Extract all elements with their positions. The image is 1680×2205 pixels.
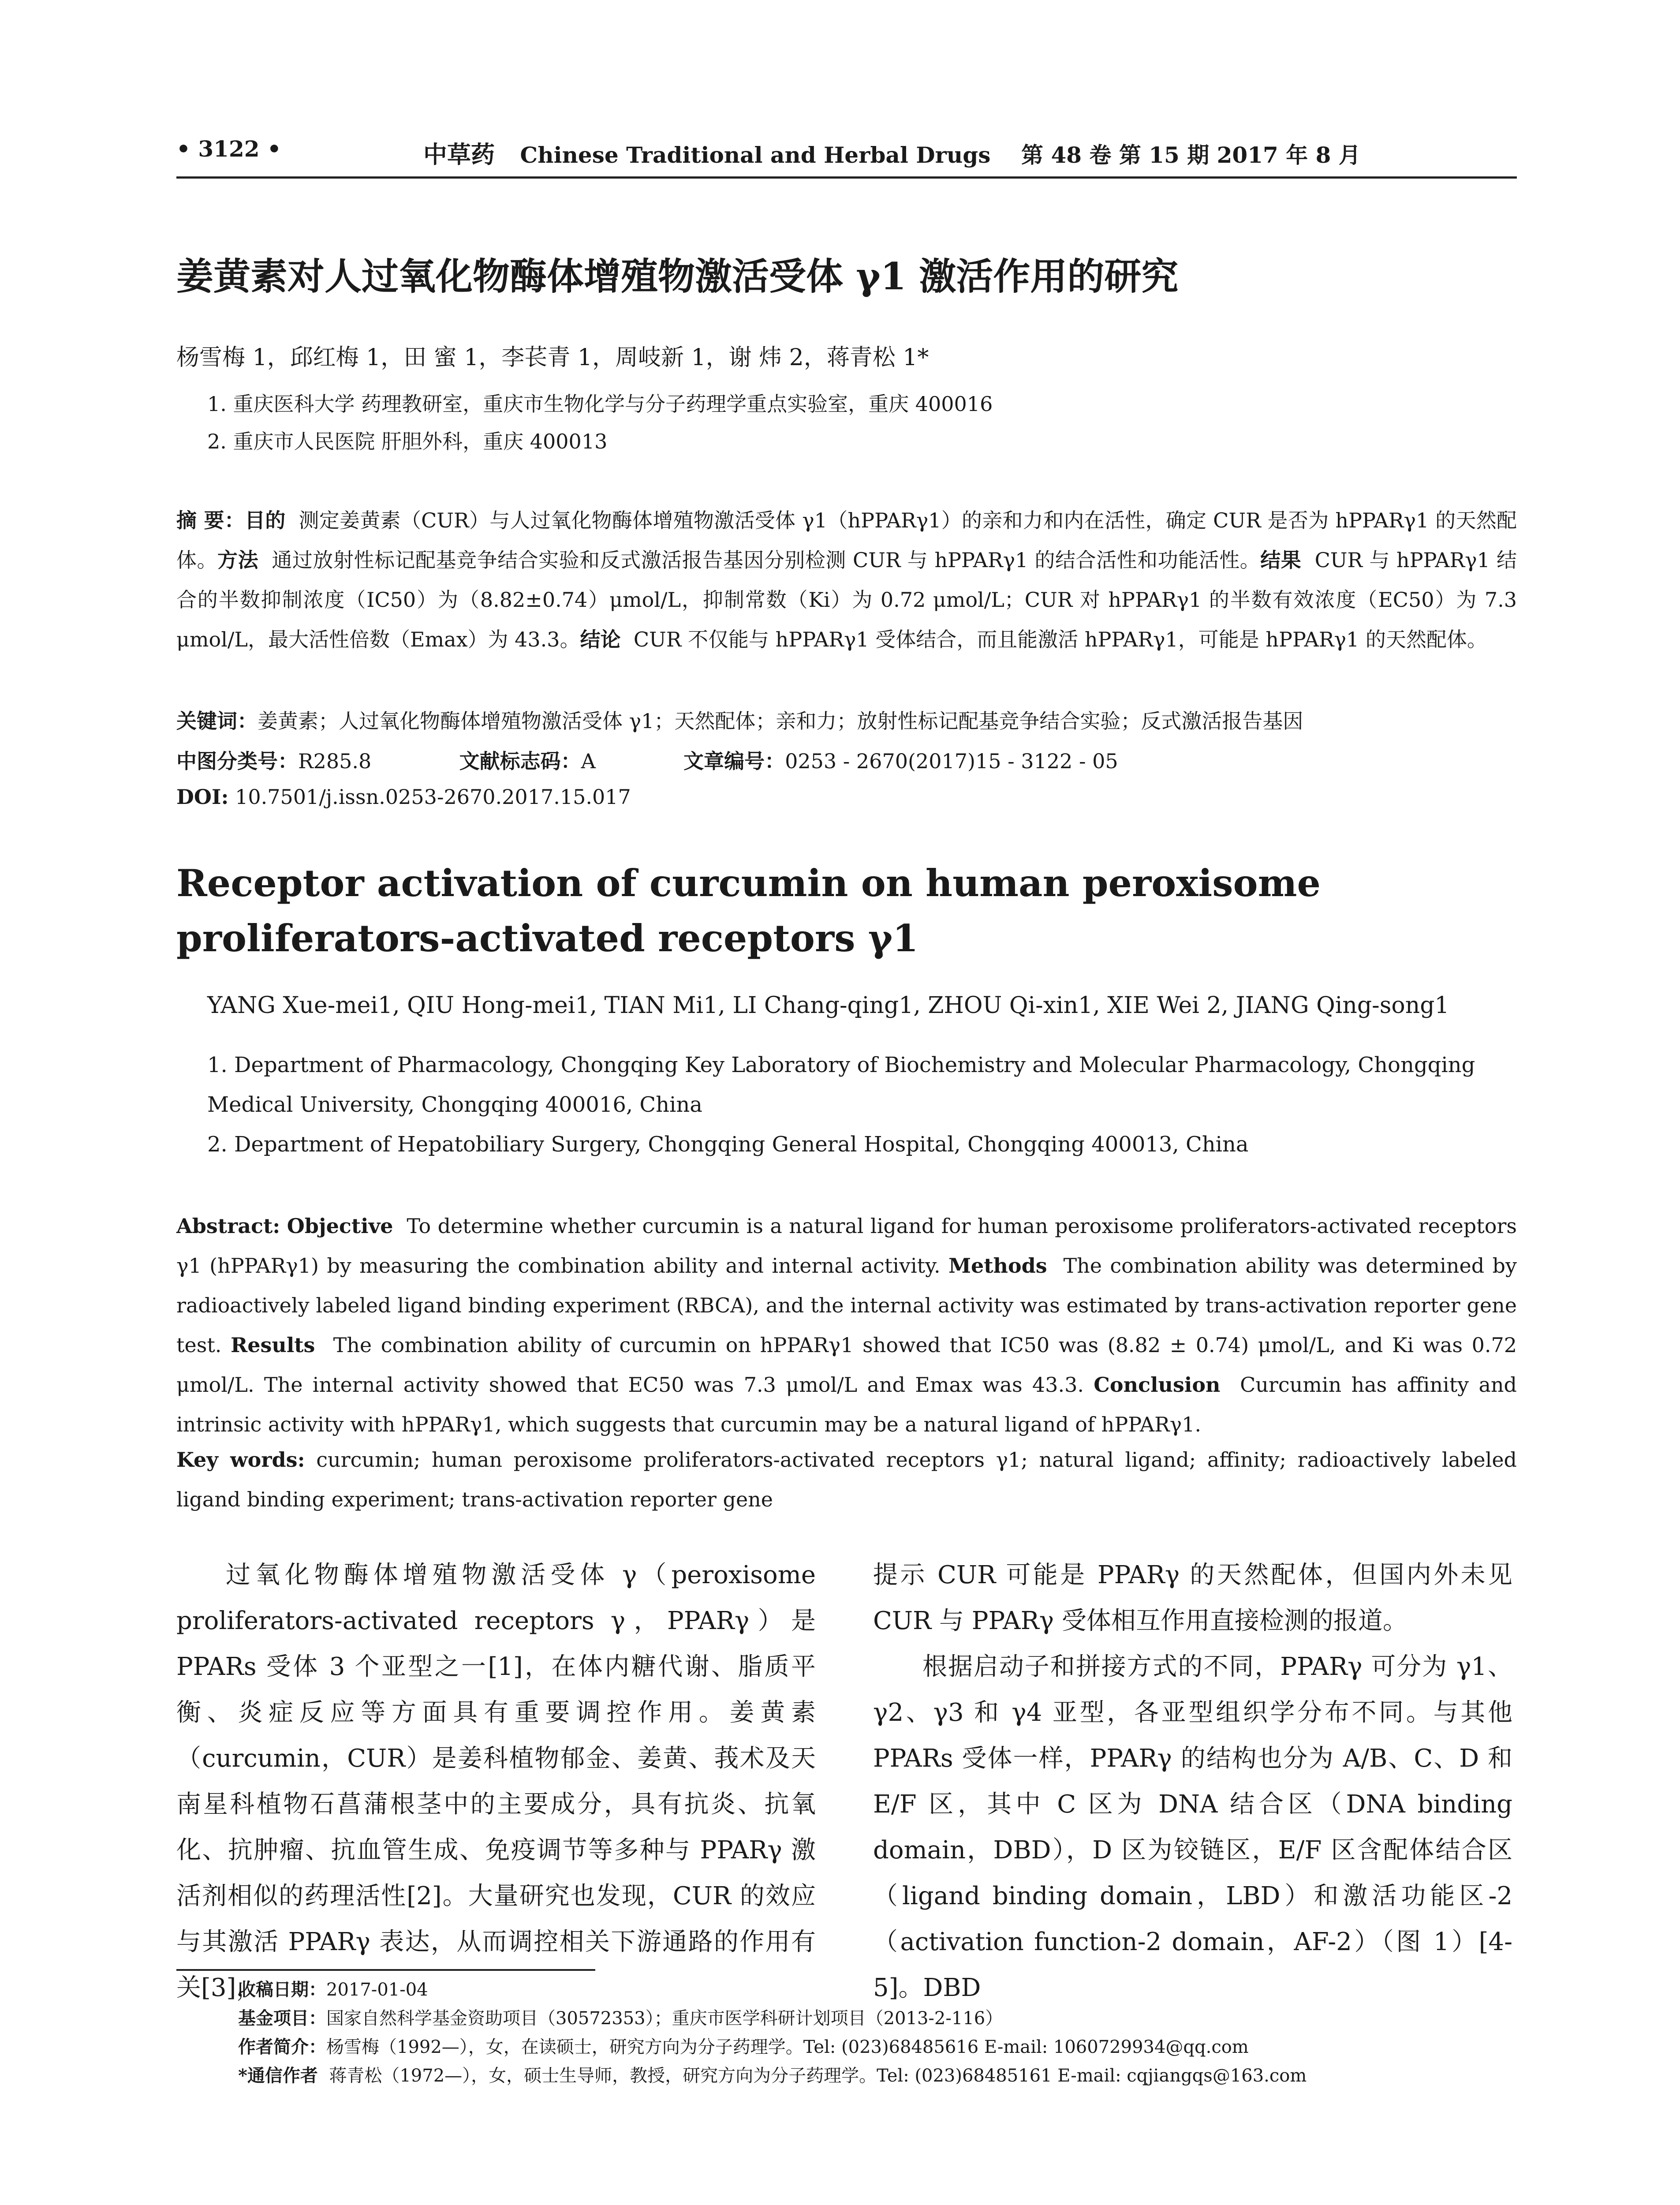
abstract-en-results: The combination ability of curcumin on hPPARγ1 showed that IC50 was (8.82 ± 0.74) μmol/L, and Ki was 0.72 μmol/L. The internal activity showed that EC50 was 7.3 μmol/L and Emax was 43.3. [176,1333,1517,1397]
abstract-en-conclusion: Curcumin has affinity and intrinsic activity with hPPARγ1, which suggests that curcumin may be a natural ligand of hPPARγ1. [176,1373,1517,1436]
title-en: Receptor activation of curcumin on human peroxisome proliferators-activated receptors γ1 [176,861,1321,960]
running-header [176,132,1517,168]
clc-value: R285.8 [298,749,372,773]
doi-value: 10.7501/j.issn.0253-2670.2017.15.017 [235,785,631,809]
doi-label: DOI: [176,785,229,809]
abstract-cn-methods-label: 方法 [217,548,259,572]
authors-en: YANG Xue-mei1, QIU Hong-mei1, TIAN Mi1, LI Chang-qing1, ZHOU Qi-xin1, XIE Wei 2, JIANG Qing-song1 [207,992,1449,1019]
abstract-cn-label: 摘 要： [176,508,245,532]
keywords-cn-text: 姜黄素；人过氧化物酶体增殖物激活受体 γ1；天然配体；亲和力；放射性标记配基竞争结合实验；反式激活报告基因 [258,709,1303,733]
body-paragraph-2: 提示 CUR 可能是 PPARγ 的天然配体，但国内外未见 CUR 与 PPARγ 受体相互作用直接检测的报道。 [873,1561,1512,1635]
affiliation-en-1: 1. Department of Pharmacology, Chongqing Key Laboratory of Biochemistry and Molecular Pharmacology, Chongqing Medical University, Chongqing 400016, China [207,1053,1475,1117]
doc-code-label: 文献标志码： [459,749,581,773]
journal-name [423,136,1361,170]
title-cn: 姜黄素对人过氧化物酶体增殖物激活受体 γ1 激活作用的研究 [176,254,1179,298]
abstract-cn-results: CUR 与 hPPARγ1 结合的半数抑制浓度（IC50）为（8.82±0.74）μmol/L，抑制常数（Ki）为 0.72 μmol/L；CUR 对 hPPARγ1 的半数有效浓度（EC50）为 7.3 μmol/L，最大活性倍数（Emax）为 43.3。 [176,548,1517,651]
clc-label: 中图分类号： [176,749,298,773]
page-number: • 3122 • [176,136,281,162]
abstract-cn-conclusion-label: 结论 [580,628,621,651]
footnote-funding-label: 基金项目： [238,2008,326,2029]
affiliation-cn-1: 1. 重庆医科大学 药理教研室，重庆市生物化学与分子药理学重点实验室，重庆 400016 [207,392,993,416]
abstract-en-objective-label: Objective [287,1214,393,1238]
footnote-corresponding-text: 蒋青松（1972—），女，硕士生导师，教授，研究方向为分子药理学。Tel: (023)68485161 E-mail: cqjiangqs@163.com [329,2066,1307,2086]
doi-line [176,785,631,809]
journal-name-en: Chinese Traditional and Herbal Drugs [520,142,991,168]
body-paragraph-3: 根据启动子和拼接方式的不同，PPARγ 可分为 γ1、γ2、γ3 和 γ4 亚型，各亚型组织学分布不同。与其他 PPARs 受体一样，PPARγ 的结构也分为 A/B、C、D 和 E/F 区，其中 C 区为 DNA 结合区（DNA binding domain，DBD），D 区为铰链区，E/F 区含配体结合区（ligand binding domain，LBD）和激活功能区-2（activation function-2 domain，AF-2）（图 1）[4-5]。DBD [873,1652,1512,2002]
journal-name-cn: 中草药 [423,140,495,168]
keywords-en [176,1440,1517,1519]
abstract-en-label: Abstract: [176,1214,280,1238]
abstract-en [176,1206,1517,1444]
abstract-en-methods-label: Methods [948,1254,1047,1278]
footnote-author-label: 作者简介： [238,2037,326,2057]
keywords-en-text: curcumin; human peroxisome proliferators-activated receptors γ1; natural ligand; affinity; radioactively labeled ligand binding experiment; trans-activation reporter gene [176,1448,1517,1511]
header-rule [176,176,1517,179]
footnote-received-text: 2017-01-04 [326,1980,428,2000]
article-no-label: 文章编号： [683,749,785,773]
footnote-author [238,2033,1249,2058]
doc-code-value: A [581,749,596,773]
footnote-funding-text: 国家自然科学基金资助项目（30572353）；重庆市医学科研计划项目（2013-2-116） [326,2008,1003,2029]
footnote-received-label: 收稿日期： [238,1979,326,2000]
article-no-value: 0253 - 2670(2017)15 - 3122 - 05 [785,749,1118,773]
abstract-cn-conclusion: CUR 不仅能与 hPPARγ1 受体结合，而且能激活 hPPARγ1，可能是 hPPARγ1 的天然配体。 [633,628,1487,651]
abstract-cn-methods: 通过放射性标记配基竞争结合实验和反式激活报告基因分别检测 CUR 与 hPPARγ1 的结合活性和功能活性。 [272,548,1261,572]
affiliation-en-2: 2. Department of Hepatobiliary Surgery, Chongqing General Hospital, Chongqing 400013, China [207,1132,1249,1157]
abstract-cn-objective-label: 目的 [245,508,286,532]
authors-cn: 杨雪梅 1，邱红梅 1，田 蜜 1，李苌青 1，周岐新 1，谢 炜 2，蒋青松 1* [176,344,929,371]
body-column-right [873,1552,1512,2011]
affiliation-cn-2: 2. 重庆市人民医院 肝胆外科，重庆 400013 [207,430,608,453]
body-paragraph-1: 过氧化物酶体增殖物激活受体 γ（peroxisome proliferators-activated receptors γ，PPARγ）是 PPARs 受体 3 个亚型之一[1]，在体内糖代谢、脂质平衡、炎症反应等方面具有重要调控作用。姜黄素（curcumin，CUR）是姜科植物郁金、姜黄、莪术及天南星科植物石菖蒲根茎中的主要成分，具有抗炎、抗氧化、抗肿瘤、抗血管生成、免疫调节等多种与 PPARγ 激活剂相似的药理活性[2]。大量研究也发现，CUR 的效应与其激活 PPARγ 表达，从而调控相关下游通路的作用有关[3]， [176,1561,816,2002]
footnote-funding [238,2004,1003,2029]
abstract-en-objective: To determine whether curcumin is a natural ligand for human peroxisome proliferators-activated receptors γ1 (hPPARγ1) by measuring the combination ability and internal activity. [176,1214,1517,1278]
keywords-en-label: Key words: [176,1448,305,1472]
keywords-cn-label: 关键词： [176,709,258,733]
issue-info: 第 48 卷 第 15 期 2017 年 8 月 [1021,142,1361,168]
abstract-cn [176,501,1517,659]
footnote-author-text: 杨雪梅（1992—），女，在读硕士，研究方向为分子药理学。Tel: (023)68485616 E-mail: 1060729934@qq.com [326,2037,1249,2057]
abstract-cn-objective: 测定姜黄素（CUR）与人过氧化物酶体增殖物激活受体 γ1（hPPARγ1）的亲和力和内在活性，确定 CUR 是否为 hPPARγ1 的天然配体。 [176,508,1517,572]
footnote-corresponding [238,2062,1307,2087]
abstract-en-results-label: Results [231,1333,315,1357]
abstract-en-methods: The combination ability was determined by radioactively labeled ligand binding experiment (RBCA), and the internal activity was estimated by trans-activation reporter gene test. [176,1254,1517,1357]
keywords-cn [176,701,1517,741]
abstract-cn-results-label: 结果 [1260,548,1302,572]
classification-line [176,745,1118,774]
footnote-corresponding-label: *通信作者 [238,2065,318,2086]
body-column-left [176,1552,816,2011]
footnote-rule [176,1969,595,1971]
footnote-received [238,1976,428,2001]
abstract-en-conclusion-label: Conclusion [1094,1373,1221,1397]
